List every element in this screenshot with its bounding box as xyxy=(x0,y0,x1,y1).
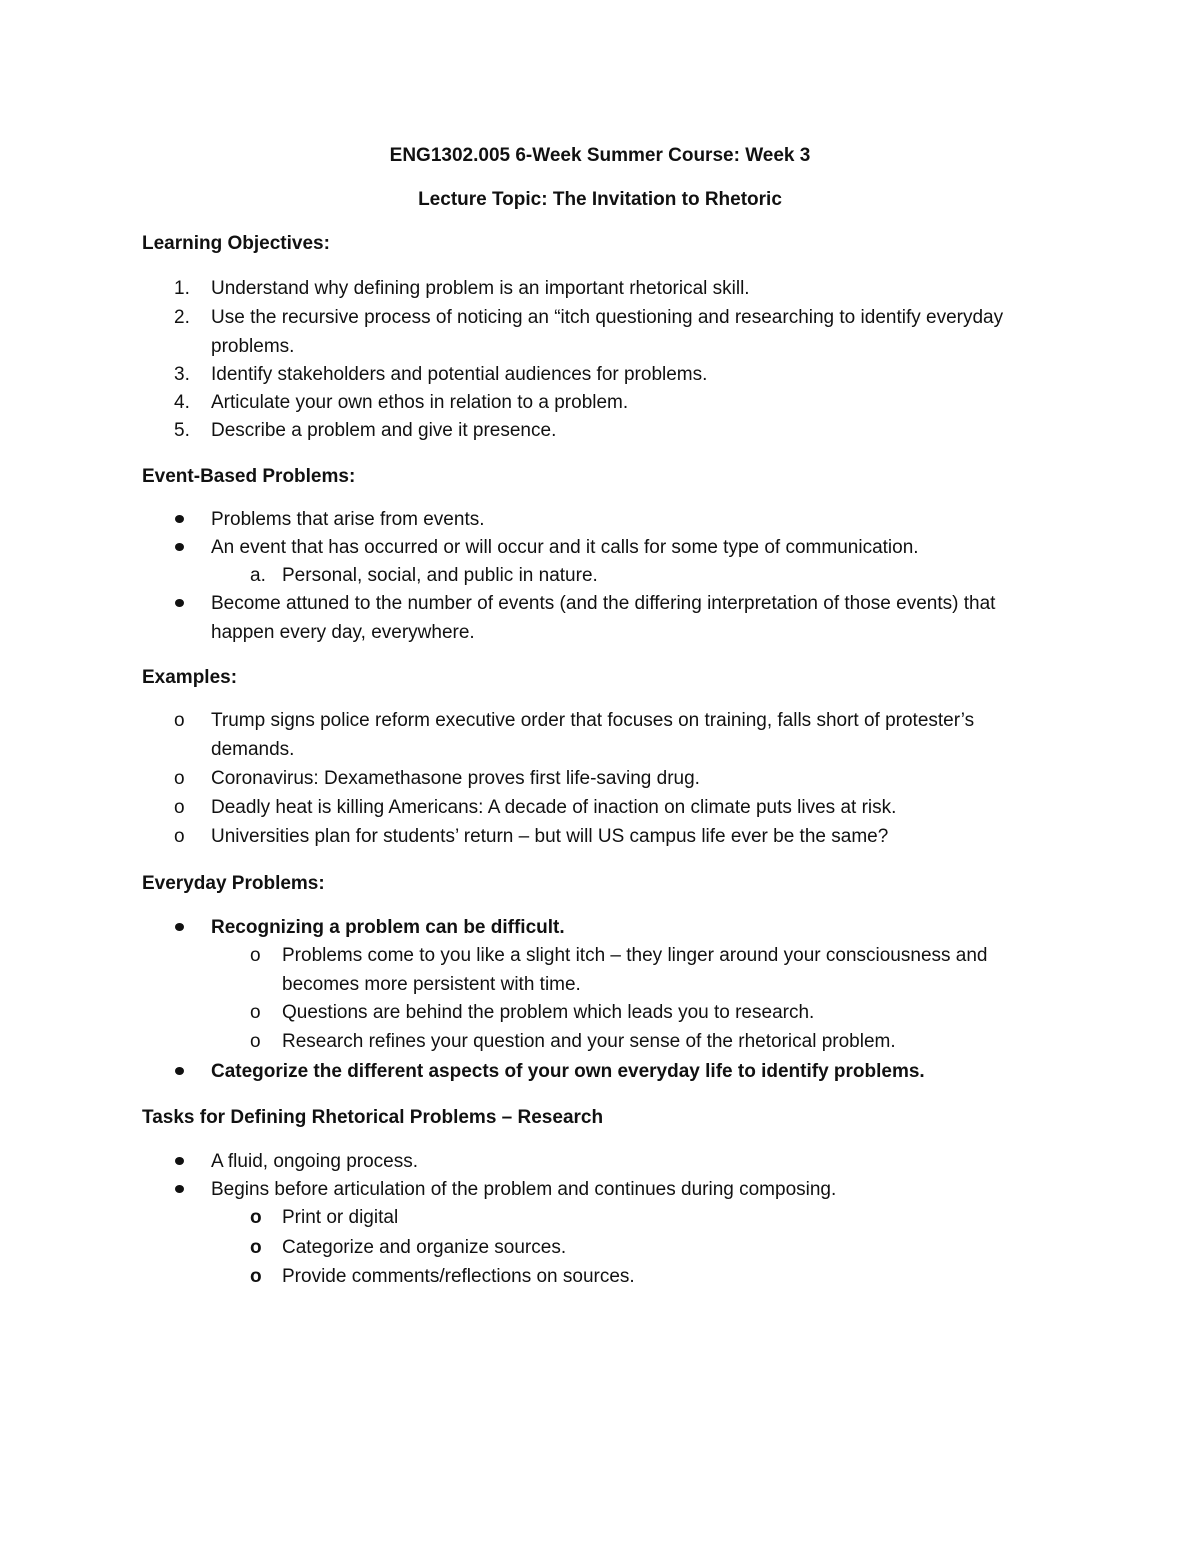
bullet-icon xyxy=(175,1185,184,1193)
list-item xyxy=(174,361,1061,390)
list-item xyxy=(174,765,1061,794)
event-based-heading: Event-Based Problems: xyxy=(142,466,356,487)
list-item xyxy=(174,389,1061,418)
circle-bullet-icon: o xyxy=(250,1266,262,1287)
learning-objectives-heading: Learning Objectives: xyxy=(142,233,330,254)
list-item-text: Questions are behind the problem which leads you to research. xyxy=(282,1002,815,1023)
page-subtitle: Lecture Topic: The Invitation to Rhetoric xyxy=(418,189,782,210)
list-item-text: Categorize and organize sources. xyxy=(282,1237,567,1258)
list-item-text: Problems come to you like a slight itch – they linger around your consciousness and becomes more persistent with time. xyxy=(282,945,988,995)
examples-heading: Examples: xyxy=(142,667,238,688)
tasks-heading: Tasks for Defining Rhetorical Problems – Research xyxy=(142,1107,604,1128)
list-item xyxy=(250,1234,1062,1263)
circle-bullet-icon: o xyxy=(250,945,261,966)
list-item xyxy=(250,1263,1062,1292)
circle-bullet-icon: o xyxy=(174,826,185,847)
circle-bullet-icon: o xyxy=(250,1207,262,1228)
list-item xyxy=(174,417,1061,446)
list-item-text: Trump signs police reform executive order that focuses on training, falls short of protester’s demands. xyxy=(211,710,975,760)
list-item xyxy=(250,562,1062,591)
circle-bullet-icon: o xyxy=(174,797,185,818)
list-item xyxy=(250,999,1062,1028)
list-item-text: Problems that arise from events. xyxy=(211,509,485,530)
list-number: 5. xyxy=(174,420,190,441)
bullet-icon xyxy=(175,923,184,931)
bullet-icon xyxy=(175,543,184,551)
circle-bullet-icon: o xyxy=(174,768,185,789)
list-item xyxy=(174,275,1061,304)
list-number: 4. xyxy=(174,392,190,413)
list-number: 1. xyxy=(174,278,190,299)
list-item xyxy=(174,794,1061,823)
list-item xyxy=(250,1204,1062,1233)
list-item xyxy=(174,304,1061,361)
list-item-text: Coronavirus: Dexamethasone proves first life-saving drug. xyxy=(211,768,700,789)
list-item-text: Research refines your question and your sense of the rhetorical problem. xyxy=(282,1031,896,1052)
list-item-text: Deadly heat is killing Americans: A decade of inaction on climate puts lives at risk. xyxy=(211,797,897,818)
circle-bullet-icon: o xyxy=(174,710,185,731)
circle-bullet-icon: o xyxy=(250,1237,262,1258)
list-letter: a. xyxy=(250,565,266,586)
list-item-text: Understand why defining problem is an important rhetorical skill. xyxy=(211,278,750,299)
list-item-text: Describe a problem and give it presence. xyxy=(211,420,557,441)
list-item-text: A fluid, ongoing process. xyxy=(211,1151,419,1172)
list-item-text: Articulate your own ethos in relation to a problem. xyxy=(211,392,629,413)
list-item-text: Categorize the different aspects of your own everyday life to identify problems. xyxy=(211,1061,925,1082)
bullet-icon xyxy=(175,1067,184,1075)
list-item-text: Universities plan for students’ return – but will US campus life ever be the same? xyxy=(211,826,889,847)
list-item xyxy=(211,506,1061,535)
list-item xyxy=(211,914,1061,943)
list-item xyxy=(211,1148,1061,1177)
list-item-text: Identify stakeholders and potential audiences for problems. xyxy=(211,364,708,385)
list-item xyxy=(174,707,1061,764)
list-item xyxy=(250,1028,1062,1057)
page-title: ENG1302.005 6-Week Summer Course: Week 3 xyxy=(389,145,811,166)
list-item-text: Begins before articulation of the problem and continues during composing. xyxy=(211,1179,837,1200)
circle-bullet-icon: o xyxy=(250,1002,261,1023)
list-number: 2. xyxy=(174,307,190,328)
list-item xyxy=(211,534,1061,563)
list-item-text: Use the recursive process of noticing an “itch questioning and researching to identify everyday problems. xyxy=(211,307,1004,357)
list-number: 3. xyxy=(174,364,190,385)
everyday-heading: Everyday Problems: xyxy=(142,873,325,894)
list-item-text: Recognizing a problem can be difficult. xyxy=(211,917,565,938)
bullet-icon xyxy=(175,1157,184,1165)
list-item-text: Become attuned to the number of events (and the differing interpretation of those events) that happen every day, everywhere. xyxy=(211,593,996,643)
list-item xyxy=(211,1058,1061,1087)
list-item-text: An event that has occurred or will occur and it calls for some type of communication. xyxy=(211,537,919,558)
list-item xyxy=(211,590,1061,647)
list-item xyxy=(250,942,1062,999)
list-item-text: Provide comments/reflections on sources. xyxy=(282,1266,635,1287)
list-item-text: Personal, social, and public in nature. xyxy=(282,565,598,586)
circle-bullet-icon: o xyxy=(250,1031,261,1052)
list-item-text: Print or digital xyxy=(282,1207,399,1228)
list-item xyxy=(174,823,1061,852)
list-item xyxy=(211,1176,1061,1205)
bullet-icon xyxy=(175,599,184,607)
bullet-icon xyxy=(175,515,184,523)
